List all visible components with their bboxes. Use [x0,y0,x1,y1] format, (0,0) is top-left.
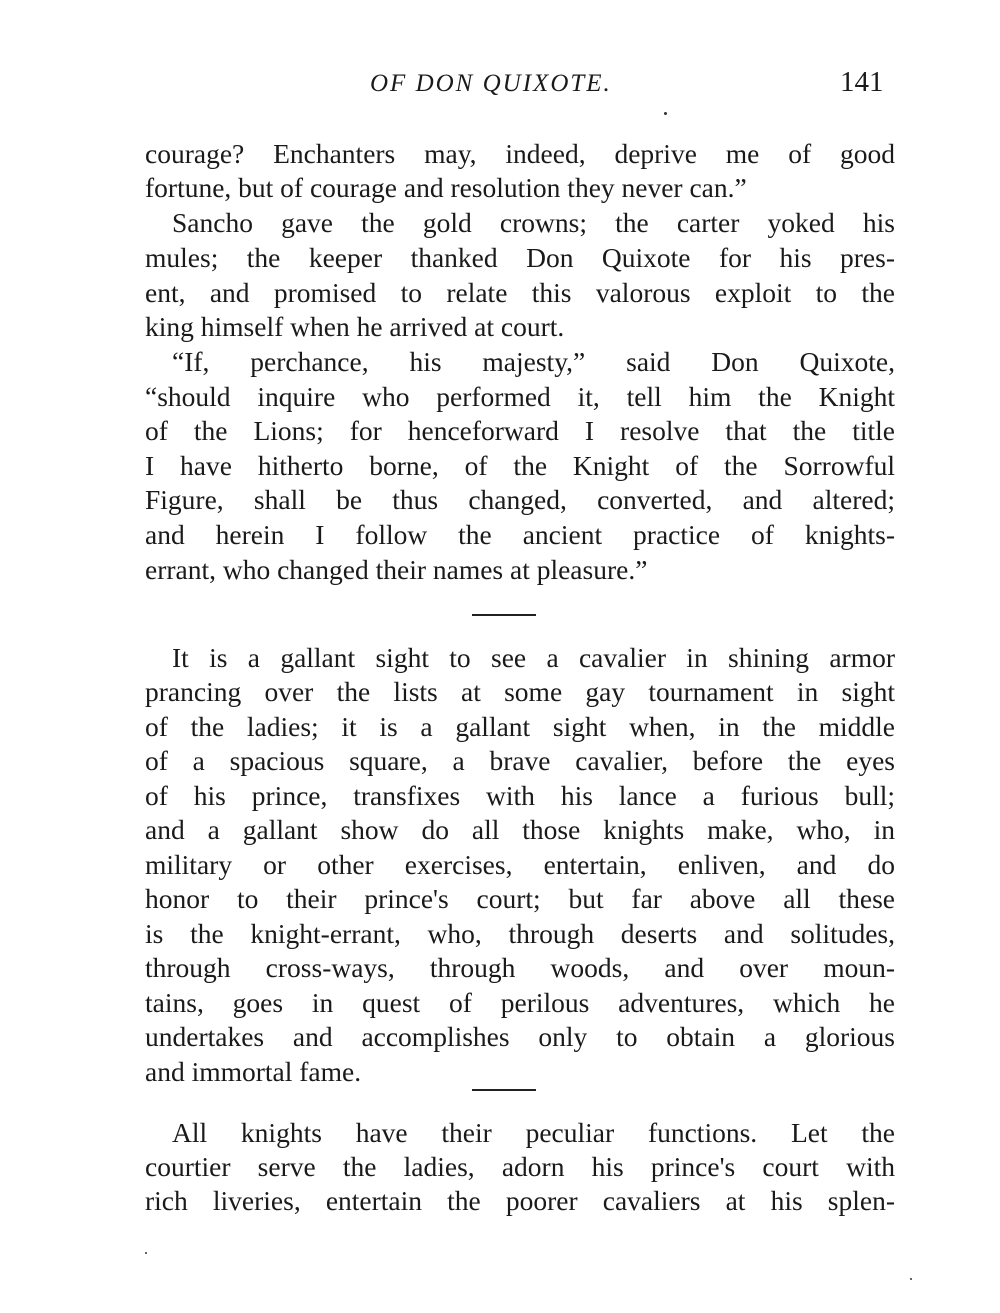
scan-speck [145,1252,147,1254]
text-line: fortune, but of courage and resolution they never can.” [145,172,747,203]
section-divider [472,614,536,616]
text-line: I have hitherto borne, of the Knight of the Sorrowful [145,450,895,481]
text-line: is the knight-errant, who, through deserts and solitudes, [145,918,895,949]
scan-speck [910,1278,912,1280]
text-line: prancing over the lists at some gay tournament in sight [145,676,895,707]
text-line: rich liveries, entertain the poorer cavaliers at his splen- [145,1185,895,1216]
running-header [0,62,1000,102]
text-line: Sancho gave the gold crowns; the carter yoked his [172,207,895,238]
text-line: of a spacious square, a brave cavalier, before the eyes [145,745,895,776]
running-title: OF DON QUIXOTE. [370,70,612,97]
text-line: “If, perchance, his majesty,” said Don Quixote, [172,346,895,377]
text-line: military or other exercises, entertain, enliven, and do [145,849,895,880]
text-line: Figure, shall be thus changed, converted, and altered; [145,484,895,515]
text-line: undertakes and accomplishes only to obtain a glorious [145,1021,895,1052]
text-line: through cross-ways, through woods, and over moun- [145,952,895,983]
text-line: “should inquire who performed it, tell him the Knight [145,381,895,412]
text-line: ent, and promised to relate this valorous exploit to the [145,277,895,308]
scan-speck [664,112,667,115]
page-number: 141 [840,66,884,98]
text-line: errant, who changed their names at pleasure.” [145,554,648,585]
text-line: All knights have their peculiar functions. Let the [172,1117,895,1148]
section-divider [472,1089,536,1091]
text-line: and herein I follow the ancient practice of knights- [145,519,895,550]
text-line: courage? Enchanters may, indeed, deprive me of good [145,138,895,169]
text-line: It is a gallant sight to see a cavalier in shining armor [172,642,895,673]
text-line: king himself when he arrived at court. [145,311,565,342]
text-line: and immortal fame. [145,1056,362,1087]
text-line: honor to their prince's court; but far above all these [145,883,895,914]
text-line: of the Lions; for henceforward I resolve that the title [145,415,895,446]
text-line: of the ladies; it is a gallant sight when, in the middle [145,711,895,742]
text-line: of his prince, transfixes with his lance a furious bull; [145,780,895,811]
text-line: courtier serve the ladies, adorn his prince's court with [145,1151,895,1182]
text-line: and a gallant show do all those knights make, who, in [145,814,895,845]
text-line: tains, goes in quest of perilous adventures, which he [145,987,895,1018]
text-line: mules; the keeper thanked Don Quixote for his pres- [145,242,895,273]
